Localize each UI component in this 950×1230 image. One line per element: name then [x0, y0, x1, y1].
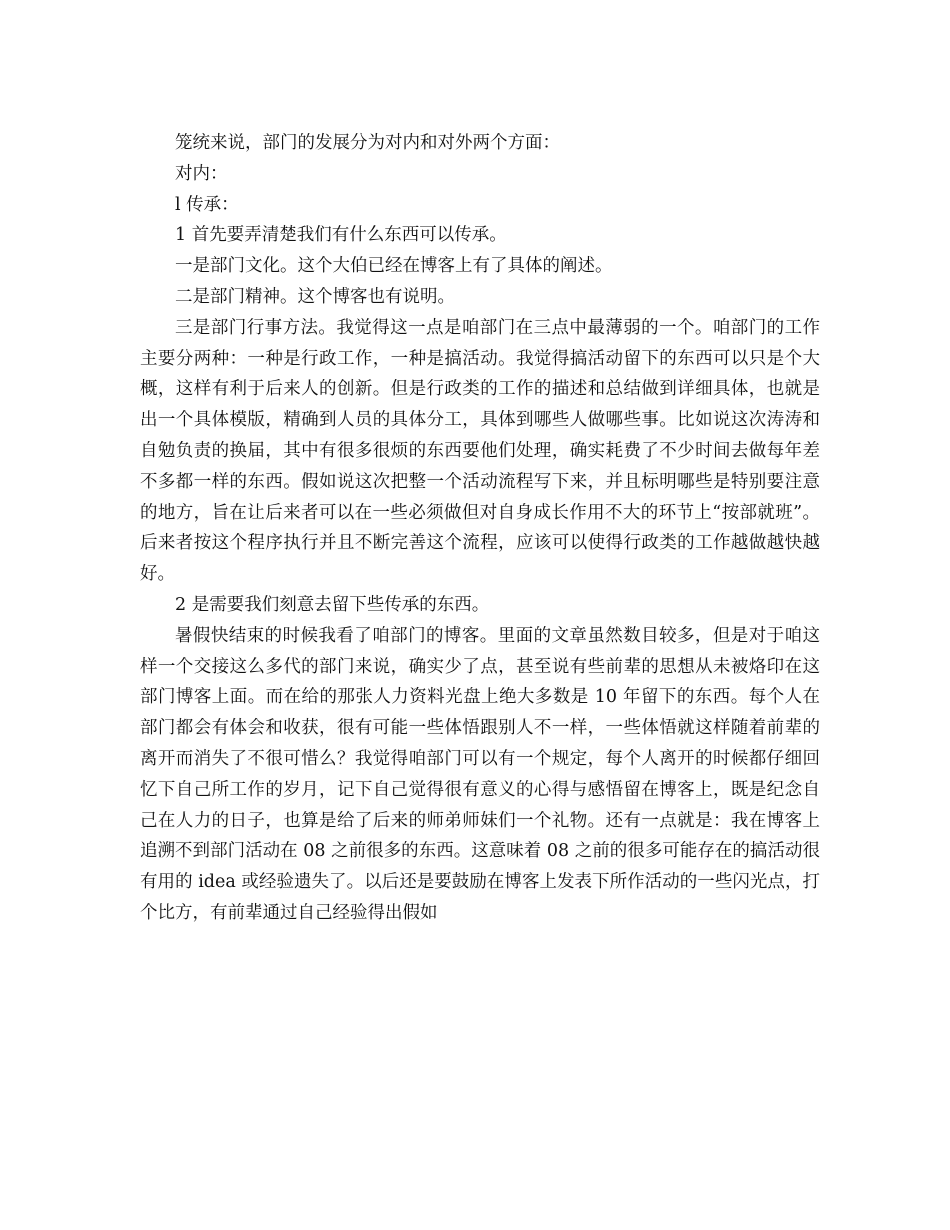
paragraph-culture: 一是部门文化。这个大伯已经在博客上有了具体的阐述。 — [175, 256, 613, 277]
paragraph-methods: 三是部门行事方法。我觉得这一点是咱部门在三点中最薄弱的一个。咱部门的工作主要分两种：一种是行政工作，一种是搞活动。我觉得搞活动留下的东西可以只是个大概，这样有利于后来人的创新。但是行政类的工作的描述和总结做到详细具体，也就是出一个具体模版，精确到人员的具体分工，具体到哪些人做哪些事。比如说这次涛涛和自勉负责的换届，其中有很多很烦的东西要他们处理，确实耗费了不少时间去做每年差不多都一样的东西。假如说这次把整一个活动流程写下来，并且标明哪些是特别要注意的地方，旨在让后来者可以在一些必须做但对自身成长作用不大的环节上“按部就班”。后来者按这个程序执行并且不断完善这个流程，应该可以使得行政类的工作越做越快越好。 — [140, 317, 820, 585]
document-body — [140, 128, 820, 929]
paragraph-intro: 笼统来说，部门的发展分为对内和对外两个方面： — [175, 133, 560, 153]
paragraph-blog: 暑假快结束的时候我看了咱部门的博客。里面的文章虽然数目较多，但是对于咱这样一个交接这么多代的部门来说，确实少了点，甚至说有些前辈的思想从未被烙印在这部门博客上面。而在给的那张人力资料光盘上绝大多数是 10 年留下的东西。每个人在部门都会有体会和收获，很有可能一些体悟跟别人不一样，一些体悟就这样随着前辈的离开而消失了不很可惜么？我觉得咱部门可以有一个规定，每个人离开的时候都仔细回忆下自己所工作的岁月，记下自己觉得很有意义的心得与感悟留在博客上，既是纪念自己在人力的日子，也算是给了后来的师弟师妹们一个礼物。还有一点就是：我在博客上追溯不到部门活动在 08 之前很多的东西。这意味着 08 之前的很多可能存在的搞活动很有用的 idea 或经验遗失了。以后还是要鼓励在博客上发表下所作活动的一些闪光点，打个比方，有前辈通过自己经验得出假如 — [140, 625, 820, 923]
paragraph-inheritance-heading: l 传承： — [175, 194, 239, 215]
paragraph-spirit: 二是部门精神。这个博客也有说明。 — [175, 286, 455, 307]
paragraph-point-2: 2 是需要我们刻意去留下些传承的东西。 — [175, 594, 490, 615]
paragraph-internal-heading: 对内： — [175, 163, 228, 184]
paragraph-point-1: 1 首先要弄清楚我们有什么东西可以传承。 — [175, 225, 507, 246]
